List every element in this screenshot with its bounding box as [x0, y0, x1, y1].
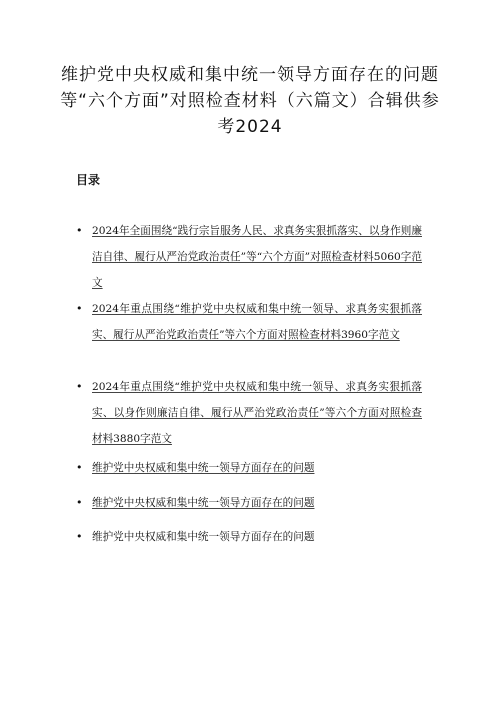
toc-link-3[interactable]: 2024年重点围绕“维护党中央权威和集中统一领导、求真务实狠抓落实、以身作则廉洁自律、履行从严治党政治责任”等六个方面对照检查材料3880字范文 [92, 381, 422, 445]
toc-link-4[interactable]: 维护党中央权威和集中统一领导方面存在的问题 [92, 462, 315, 474]
toc-link-2[interactable]: 2024年重点围绕“维护党中央权威和集中统一领导、求真务实狠抓落实、履行从严治党政治责任”等六个方面对照检查材料3960字范文 [92, 303, 422, 341]
toc-link-1[interactable]: 2024年全面围绕“践行宗旨服务人民、求真务实狠抓落实、以身作则廉洁自律、履行从严治党政治责任”等“六个方面”对照检查材料5060字范文 [92, 225, 422, 289]
bullet-icon: • [76, 461, 83, 474]
bullet-icon: • [76, 496, 83, 509]
bullet-icon: • [76, 530, 83, 543]
bullet-icon: • [76, 224, 83, 237]
toc-link-6[interactable]: 维护党中央权威和集中统一领导方面存在的问题 [92, 531, 315, 543]
bullet-icon: • [76, 380, 83, 393]
bullet-icon: • [76, 302, 83, 315]
toc-heading: 目录 [76, 173, 101, 187]
document-title: 维护党中央权威和集中统一领导方面存在的问题等“六个方面”对照检查材料（六篇文）合辑供参考2024 [60, 65, 440, 137]
toc-link-5[interactable]: 维护党中央权威和集中统一领导方面存在的问题 [92, 497, 315, 509]
